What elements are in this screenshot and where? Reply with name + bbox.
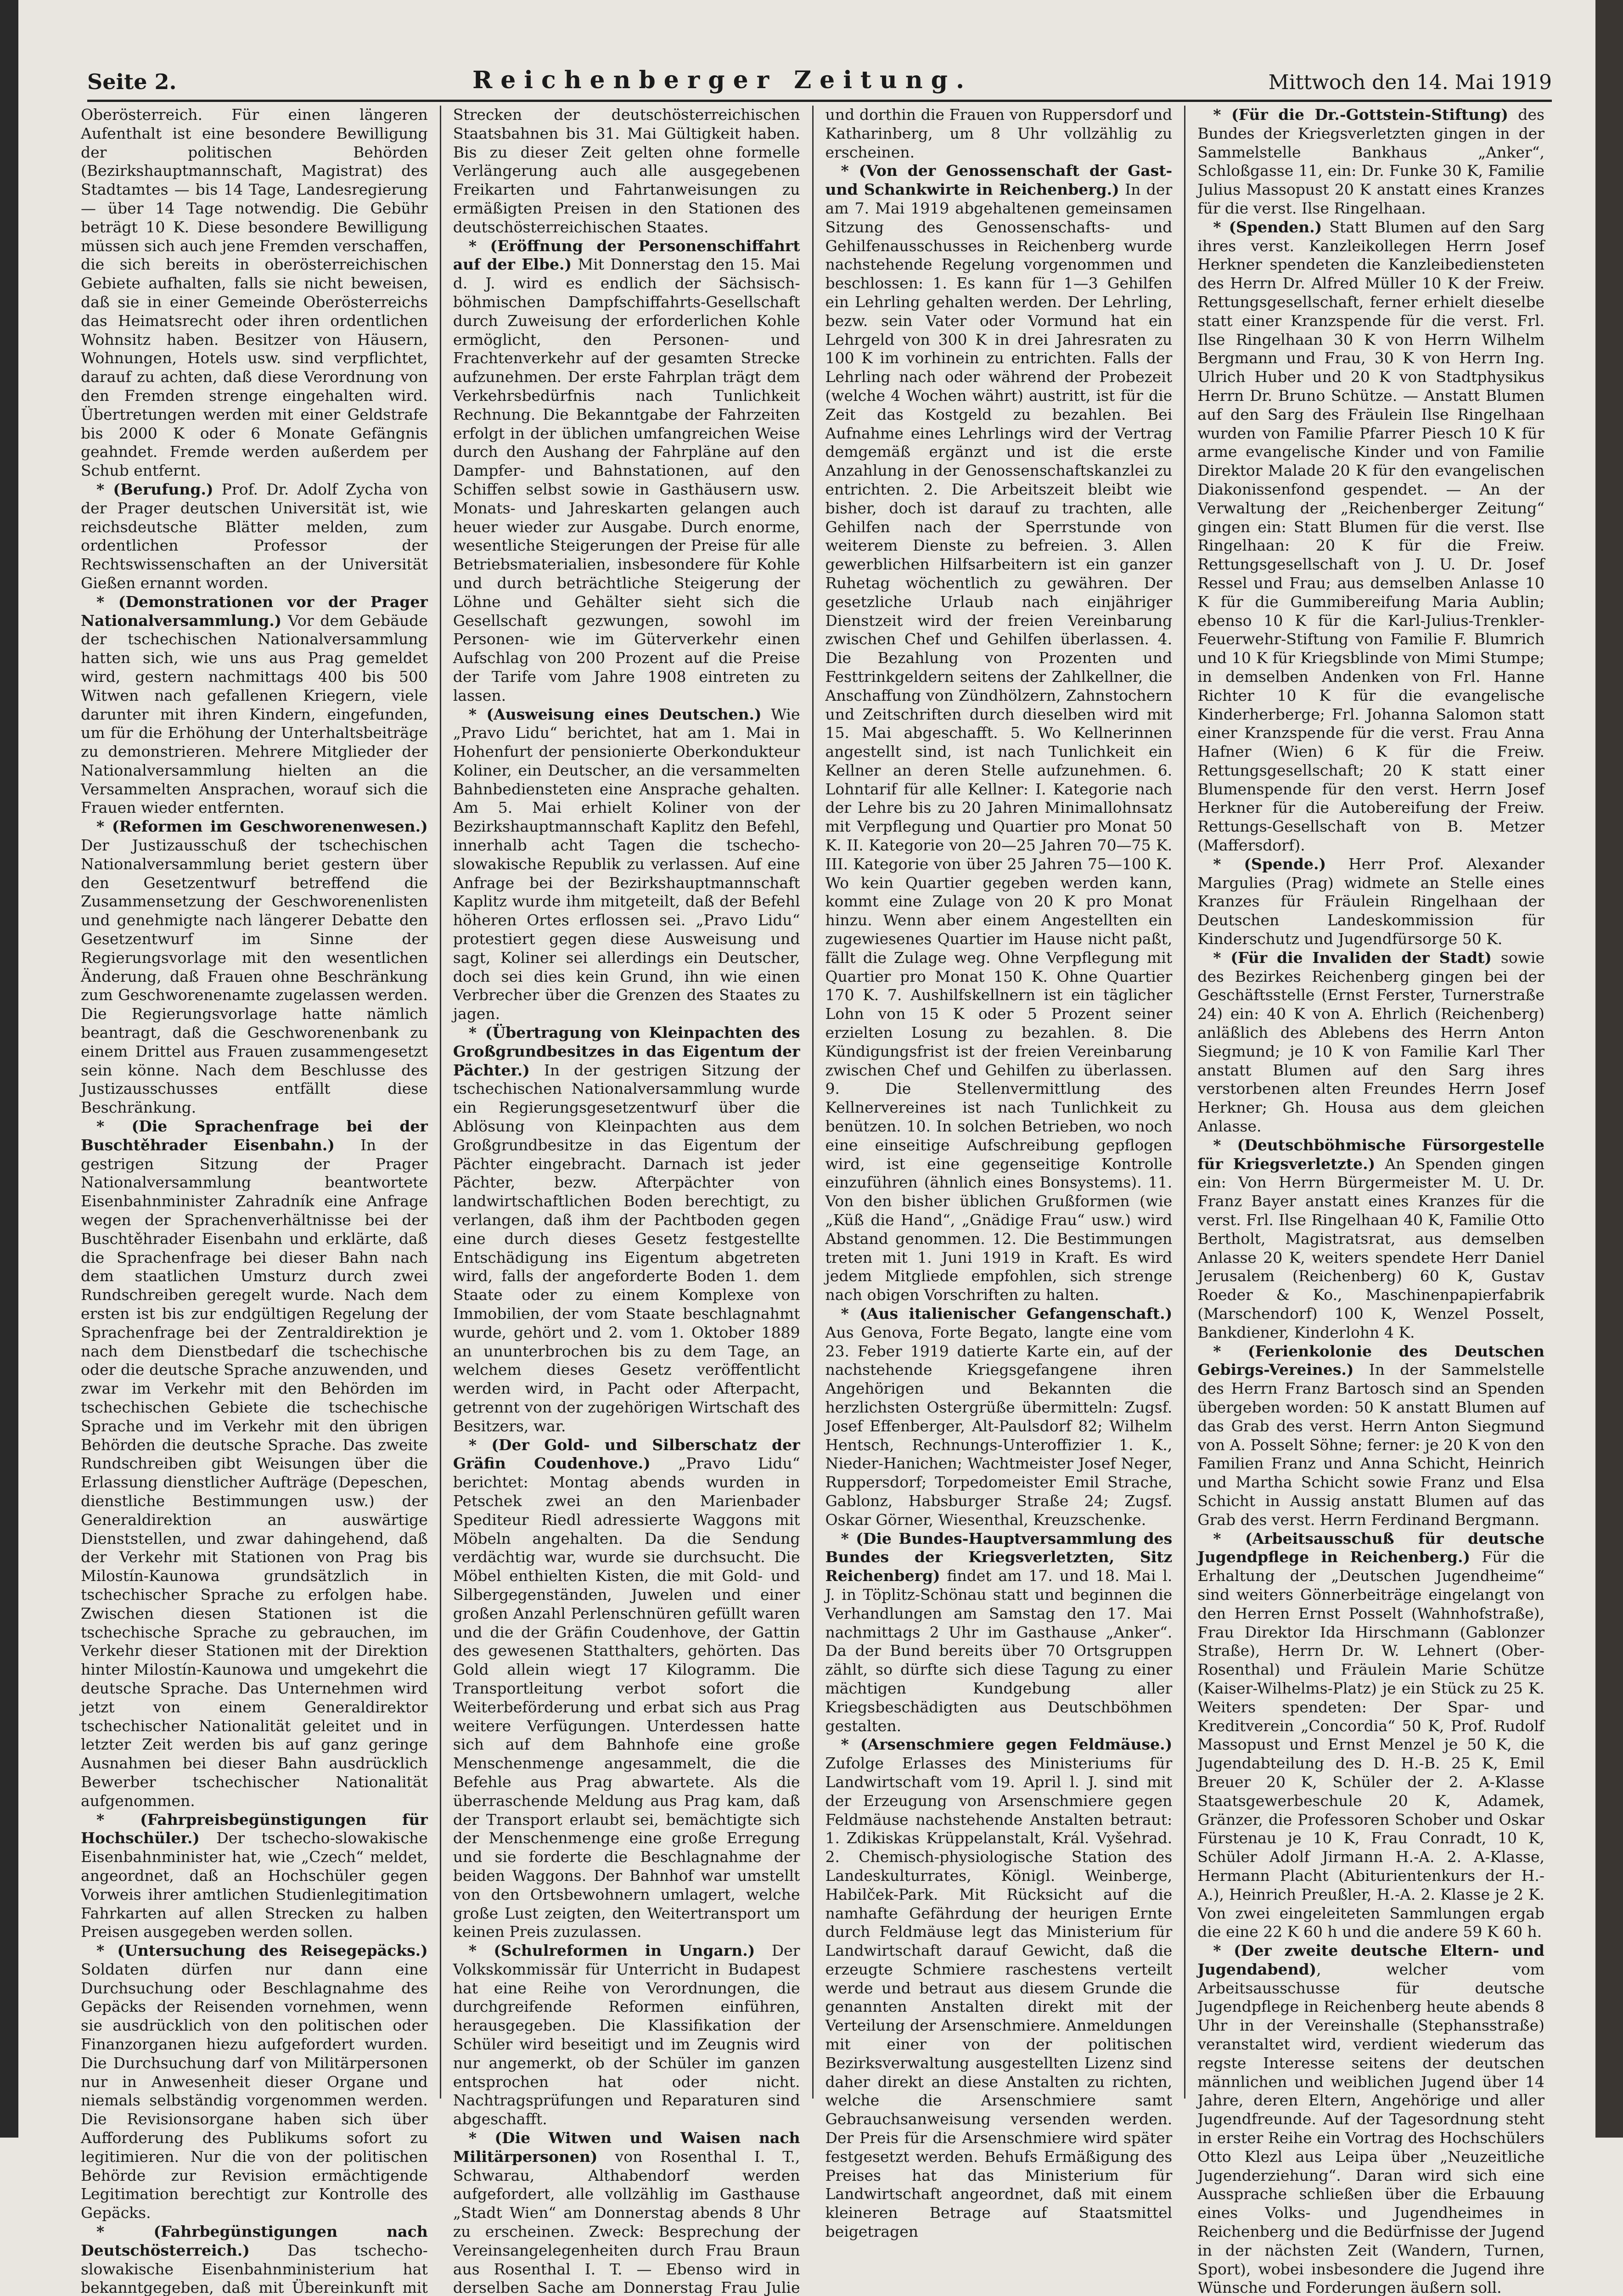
news-item-heading: * (Für die Invaliden der Stadt) [1213, 948, 1492, 967]
news-item-text: Für die Erhaltung der „Deutschen Jugendheime“ sind weiters Gönnerbeiträge eingelangt von den Herren Ernst Posselt (Wahnhofstraße), Frau Direktor Ida Hirschmann (Gablonzer Straße), Herrn Dr. W. Lehnert (Ober-Rosenthal) und Fräulein Marie Schütze (Kaiser-Wilhelms-Platz) je ein Stück zu 25 K. Weiters spendeten: Der Spar- und Kreditverein „Concordia“ 50 K, Prof. Rudolf Massopust und Ernst Menzel je 50 K, die Jugendabteilung des D. H.-B. 25 K, Emil Breuer 20 K, Schüler der 2. A-Klasse Staatsgewerbeschule 20 K, Adamek, Gränzer, die Professoren Schober und Oskar Fürstenau je 10 K, Frau Conradt, 10 K, Schüler Adolf Jirmann H.-A. 2. A-Klasse, Hermann Placht (Abiturientenkurs der H.-A.), Heinrich Preußler, H.-A. 2. Klasse je 2 K. Von zwei eingeleiteten Sammlungen ergab die eine 22 K 60 h und die andere 59 K 60 h. [1197, 1548, 1544, 1941]
news-item-heading: * (Spende.) [1213, 855, 1326, 873]
news-item-text: Das tschecho-slowakische Eisenbahnministerium hat bekanntgegeben, daß mit Übereinkunft mit [81, 2241, 428, 2296]
news-item [1197, 1530, 1544, 1942]
news-item-heading: * (Fahrbegünstigungen nach Deutschösterreich.) [81, 2223, 428, 2259]
news-item-heading: * (Berufung.) [96, 480, 213, 498]
news-item [453, 1436, 800, 1942]
news-item [81, 480, 428, 593]
news-item-text: des Bundes der Kriegsverletzten gingen in der Sammelstelle Bankhaus „Anker“, Schloßgasse 11, ein: Dr. Funke 30 K, Familie Julius Massopust 20 K anstatt eines Kranzes für die verst. Ilse Ringelhaan. [1197, 106, 1544, 217]
news-item [826, 1735, 1173, 2241]
news-item-text: Der Justizausschuß der tschechischen Nationalversammlung beriet gestern über den Gesetzentwurf betreffend die Zusammensetzung der Geschworenenlisten und genehmigte nach längerer Debatte den Gesetzentwurf im Sinne der Regierungsvorlage mit den wesentlichen Änderung, daß Frauen ohne Beschränkung zum Geschworenenamte zugelassen werden. Die Regierungsvorlage hatte nämlich beantragt, daß die Geschworenenbank zu einem Drittel aus Frauen zusammengesetzt sein könne. Nach dem Beschlusse des Justizausschusses entfällt diese Beschränkung. [81, 836, 428, 1117]
news-item-text: sowie des Bezirkes Reichenberg gingen bei der Geschäftsstelle (Ernst Ferster, Turnerstraße 24) ein: 40 K von A. Ehrlich (Reichenberg) anläßlich des Ablebens des Herrn Anton Siegmund; je 10 K von Familie Karl Ther anstatt Blumen auf den Sarg ihres verstorbenen alten Freundes Herrn Josef Herkner; Gh. Housa aus dem gleichen Anlasse. [1197, 948, 1544, 1136]
news-item-heading: * (Demonstrationen vor der Prager Nationalversammlung.) [81, 592, 428, 630]
article-columns [69, 106, 1556, 2296]
issue-date: Mittwoch den 14. Mai 1919 [1268, 71, 1552, 94]
news-item [81, 593, 428, 818]
news-item-text: In der gestrigen Sitzung der Prager Nationalversammlung beantwortete Eisenbahnminister Zahradník eine Anfrage wegen der Sprachenverhältnisse bei der Buschtěhrader Eisenbahn und erklärte, daß die Sprachenfrage bei dieser Bahn nach dem staatlichen Umsturz durch zwei Rundschreiben geregelt wurde. Nach dem ersten ist bis zur endgültigen Regelung der Sprachenfrage bei der Zentraldirektion je nach dem Dienstbedarf die tschechische oder die deutsche Sprache anzuwenden, und zwar im Verkehr mit den Behörden im tschechischen Gebiete die tschechische Sprache und im Verkehr mit den übrigen Behörden die deutsche Sprache. Das zweite Rundschreiben gibt Weisungen über die Erlassung dienstlicher Aufträge (Depeschen, dienstliche Bestimmungen usw.) der Generaldirektion an auswärtige Dienststellen, und zwar dahingehend, daß der Verkehr mit Stationen von Prag bis Milostín-Kaunowa grundsätzlich in tschechischer Sprache zu erfolgen habe. Zwischen diesen Stationen ist die tschechische Sprache zu gebrauchen, im Verkehr dieser Stationen mit der Direktion hinter Milostín-Kaunowa und umgekehrt die deutsche Sprache. Das Unternehmen wird jetzt von einem Generaldirektor tschechischer Nationalität geleitet und in letzter Zeit werden bis auf ganz geringe Ausnahmen bei dieser Bahn ausdrücklich Bewerber tschechischer Nationalität aufgenommen. [81, 1136, 428, 1810]
news-item [453, 705, 800, 1024]
news-item-heading: * (Aus italienischer Gefangenschaft.) [841, 1305, 1173, 1322]
news-item-heading: * (Ausweisung eines Deutschen.) [468, 705, 762, 723]
news-item [453, 1941, 800, 2129]
news-item [453, 2129, 800, 2296]
news-item [826, 106, 1173, 162]
page-number: Seite 2. [87, 69, 177, 94]
news-item [81, 1117, 428, 1810]
news-item [1197, 1342, 1544, 1530]
news-item-heading: * (Eröffnung der Personenschiffahrt auf der Elbe.) [453, 236, 800, 274]
news-item-heading: * (Arbeitsausschuß für deutsche Jugendpflege in Reichenberg.) [1197, 1529, 1544, 1566]
column-4 [1185, 106, 1556, 2296]
news-item-text: Zufolge Erlasses des Ministeriums für Landwirtschaft vom 19. April l. J. sind mit der Erzeugung von Arsenschmiere gegen Feldmäuse nachstehende Anstalten betraut: 1. Zdikiskas Krüppelanstalt, Král. Vyšehrad. 2. Chemisch-physiologische Station des Landeskulturrates, Königl. Weinberge, Habilček-Park. Mit Rücksicht auf die namhafte Gefährdung der heurigen Ernte durch Feldmäuse legt das Ministerium für Landwirtschaft darauf Gewicht, daß die erzeugte Schmiere raschestens verteilt werde und betraut aus diesem Grunde die genannten Anstalten direkt mit der Verteilung der Arsenschmiere. Anmeldungen mit einer von der politischen Bezirksverwaltung ausgestellten Lizenz sind daher direkt an diese Anstalten zu richten, welche die Arsenschmiere samt Gebrauchsanweisung versenden werden. Der Preis für die Arsenschmiere wird später festgesetzt werden. Behufs Ermäßigung des Preises hat das Ministerium für Landwirtschaft angeordnet, daß mit einem kleineren Betrage auf Staatsmittel beigetragen [825, 1754, 1173, 2241]
news-item-heading: * (Reformen im Geschworenenwesen.) [96, 817, 428, 836]
news-item-heading: * (Spenden.) [1213, 218, 1322, 236]
news-item [453, 1024, 800, 1436]
news-item [1197, 949, 1544, 1136]
news-item-text: Wie „Pravo Lidu“ berichtet, hat am 1. Mai in Hohenfurt der pensionierte Oberkondukteur Koliner, ein Deutscher, an die versammelten Bahnbediensteten eine Ansprache gehalten. Am 5. Mai erhielt Koliner von der Bezirkshauptmannschaft Kaplitz den Befehl, innerhalb acht Tagen die tschecho-slowakische Republik zu verlassen. Auf eine Anfrage bei der Bezirkshauptmannschaft Kaplitz wurde ihm mitgeteilt, daß der Befehl höheren Ortes erflossen sei. „Pravo Lidu“ protestiert gegen diese Ausweisung und sagt, Koliner sei allerdings ein Deutscher, doch sei dies kein Grund, ihn wie einen Verbrecher über die Grenzen des Staates zu jagen. [453, 705, 800, 1023]
scan-left-edge [0, 0, 18, 2138]
news-item-text: In der am 7. Mai 1919 abgehaltenen gemeinsamen Sitzung des Genossenschafts- und Gehilfenausschusses in Reichenberg wurde nachstehende Regelung vorgenommen und beschlossen: 1. Es kann für 1—3 Gehilfen ein Lehrling gehalten werden. Der Lehrling, bezw. sein Vater oder Vormund hat ein Lehrgeld von 300 K in drei Jahresraten zu 100 K im vorhinein zu entrichten. Falls der Lehrling nach oder während der Probezeit (welche 4 Wochen währt) austritt, ist für die Zeit das Kostgeld zu bezahlen. Bei Aufnahme eines Lehrlings wird der Vertrag demgemäß ergänzt und ist die erste Anzahlung in der Genossenschaftskanzlei zu entrichten. 2. Die Arbeitszeit bleibt wie bisher, doch ist darauf zu trachten, alle Gehilfen nach der Sperrstunde von weiterem Dienste zu befreien. 3. Allen gewerblichen Hilfsarbeitern ist ein ganzer Ruhetag wöchentlich zu gewähren. Der gesetzliche Urlaub nach einjähriger Dienstzeit wird der freien Vereinbarung zwischen Chef und Gehilfen überlassen. 4. Die Bezahlung von Prozenten und Festtrinkgeldern seitens der Zahlkellner, die Anschaffung von Zündhölzern, Zahnstochern und Zeitschriften durch dieselben wird mit 15. Mai abgeschafft. 5. Wo Kellnerinnen angestellt sind, ist nach Tunlichkeit ein Kellner an deren Stelle aufzunehmen. 6. Lohntarif für alle Kellner: I. Kategorie nach der Lehre bis zu 20 Jahren Minimallohnsatz mit Verpflegung und Quartier pro Monat 50 K. II. Kategorie von 20—25 Jahren 70—75 K. III. Kategorie von über 25 Jahren 75—100 K. Wo kein Quartier gegeben werden kann, kommt eine Zulage von 20 K pro Monat hinzu. Wenn aber einem Angestellten ein zugewiesenes Quartier im Hause nicht paßt, fällt die Zulage weg. Ohne Verpflegung mit Quartier pro Monat 150 K. Ohne Quartier 170 K. 7. Aushilfskellnern ist ein täglicher Lohn von 15 K oder 5 Prozent seiner erzielten Losung zu bezahlen. 8. Die Kündigungsfrist ist der freien Vereinbarung zwischen Chef und Gehilfen zu überlassen. 9. Die Stellenvermittlung des Kellnervereines ist nach Tunlichkeit zu benützen. 10. In solchen Betrieben, wo noch eine einseitige Aufschreibung gepflogen wird, ist eine gegenseitige Kontrolle einzuführen (ähnlich eines Bonsystems). 11. Von den bisher üblichen Grußformen (wie „Küß die Hand“, „Gnädige Frau“ usw.) wird Abstand genommen. 12. Die Bestimmungen treten mit 1. Juni 1919 in Kraft. Es wird jedem Mitgliede empfohlen, sich strenge nach obigen Vorschriften zu halten. [825, 180, 1173, 1304]
news-item-text: findet am 17. und 18. Mai l. J. in Töplitz-Schönau statt und beginnen die Verhandlungen am Samstag den 17. Mai nachmittags 2 Uhr im Gasthause „Anker“. Da der Bund bereits über 70 Ortsgruppen zählt, so dürfte sich diese Tagung zu einer mächtigen Kundgebung aller Kriegsbeschädigten aus Deutschböhmen gestalten. [825, 1567, 1173, 1735]
news-item [81, 1941, 428, 2223]
news-item [453, 237, 800, 705]
news-item-text: An Spenden gingen ein: Von Herrn Bürgermeister M. U. Dr. Franz Bayer anstatt eines Kranzes für die verst. Frl. Ilse Ringelhaan 40 K, Familie Otto Bertholt, Magistratsrat, aus demselben Anlasse 20 K, weiters spendete Herr Daniel Jerusalem (Reichenberg) 60 K, Gustav Roeder & Ko., Maschinenpapierfabrik (Marschendorf) 100 K, Wenzel Posselt, Bankdiener, Kinderlohn 4 K. [1197, 1154, 1544, 1341]
news-item-text: Soldaten dürfen nur dann eine Durchsuchung oder Beschlagnahme des Gepäcks der Reisenden vornehmen, wenn sie ausdrücklich von den politischen oder Finanzorganen hiezu aufgefordert wurden. Die Durchsuchung darf von Militärpersonen nur in Anwesenheit dieser Organe und niemals selbständig vorgenommen werden. Die Revisionsorgane haben sich über Aufforderung des Publikums sofort zu legitimieren. Nur die von der politischen Behörde zur Revision ermächtigende Legitimation berechtigt zur Kontrolle des Gepäcks. [81, 1960, 428, 2222]
column-1 [69, 106, 441, 2296]
news-item-text: Statt Blumen auf den Sarg ihres verst. Kanzleikollegen Herrn Josef Herkner spendeten die Kanzleibediensteten des Herrn Dr. Alfred Müller 10 K der Freiw. Rettungsgesellschaft, ferner erhielt dieselbe statt einer Kranzspende für die verst. Frl. Ilse Ringelhaan 30 K von Herrn Wilhelm Bergmann und Frau, 30 K von Herrn Ing. Ulrich Huber und 20 K von Stadtphysikus Herrn Dr. Bruno Schütze. — Anstatt Blumen auf den Sarg des Fräulein Ilse Ringelhaan wurden von Familie Pfarrer Piesch 10 K für arme evangelische Kinder und von Familie Direktor Malade 20 K für den evangelischen Diakonissenfond gespendet. — An der Verwaltung der „Reichenberger Zeitung“ gingen ein: Statt Blumen für die verst. Ilse Ringelhaan: 20 K für die Freiw. Rettungsgesellschaft von J. U. Dr. Josef Ressel und Frau; aus demselben Anlasse 10 K für die Gummibereifung Maria Aublin; ebenso 10 K für die Karl-Julius-Trenkler-Feuerwehr-Stiftung von Familie F. Blumrich und 10 K für Kriegsblinde von Mimi Stumpe; in demselben Andenken von Frl. Hanne Richter 10 K für die evangelische Kinderherberge; Frl. Johanna Salomon statt einer Kranzspende für die verst. Frau Anna Hafner (Wien) 6 K für die Freiw. Rettungsgesellschaft; 20 K statt einer Blumenspende für den verst. Herrn Josef Herkner für die Autobereifung der Freiw. Rettungs-Gesellschaft von B. Metzer (Maffersdorf). [1197, 218, 1544, 855]
news-item-heading: * (Für die Dr.-Gottstein-Stiftung) [1213, 106, 1508, 124]
news-item-heading: * (Fahrpreisbegünstigungen für Hochschüler.) [81, 1810, 428, 1847]
news-item-heading: * (Übertragung von Kleinpachten des Großgrundbesitzes in das Eigentum der Pächter.) [453, 1024, 800, 1079]
news-item [81, 1811, 428, 1942]
news-item [826, 1305, 1173, 1530]
news-item-heading: * (Schulreformen in Ungarn.) [468, 1941, 755, 1960]
news-item-heading: * (Ferienkolonie des Deutschen Gebirgs-Vereines.) [1197, 1342, 1544, 1379]
news-item-text: Strecken der deutschösterreichischen Staatsbahnen bis 31. Mai Gültigkeit haben. Bis zu dieser Zeit gelten ohne formelle Verlängerung auch alle ausgegebenen Freikarten und Fahrtanweisungen zu ermäßigten Preisen in den Stationen des deutschösterreichischen Staates. [453, 106, 800, 236]
news-item-text: Oberösterreich. Für einen längeren Aufenthalt ist eine besondere Bewilligung der politischen Behörden (Bezirkshauptmannschaft, Magistrat) des Stadtamtes — bis 14 Tage, Landesregierung — über 14 Tage notwendig. Die Gebühr beträgt 10 K. Diese besondere Bewilligung müssen sich auch jene Fremden verschaffen, die sich bereits in oberösterreichischen Gebiete aufhalten, falls sie nicht beweisen, daß sie in einer Gemeinde Oberösterreichs das Heimatsrecht oder ihren ordentlichen Wohnsitz haben. Besitzer von Häusern, Wohnungen, Hotels usw. sind verpflichtet, darauf zu achten, daß diese Verordnung von den Fremden strenge eingehalten wird. Übertretungen werden mit einer Geldstrafe bis 2000 K oder 6 Monate Gefängnis geahndet. Fremde werden außerdem per Schub entfernt. [81, 106, 428, 480]
news-item-heading: * (Die Bundes-Hauptversammlung des Bundes der Kriegsverletzten, Sitz Reichenberg) [825, 1529, 1173, 1585]
news-item-text: „Pravo Lidu“ berichtet: Montag abends wurden in Petschek zwei an den Marienbader Spediteur Riedl adressierte Waggons mit Möbeln angehalten. Da die Sendung verdächtig war, wurde sie durchsucht. Die Möbel enthielten Kisten, die mit Gold- und Silbergegenständen, Juwelen und einer großen Anzahl Perlenschnüren gefüllt waren und die der Gräfin Coudenhove, der Gattin des gewesenen Statthalters, gehörten. Das Gold allein wiegt 17 Kilogramm. Die Transportleitung verbot sofort die Weiterbeförderung und erbat sich aus Prag weitere Verfügungen. Unterdessen hatte sich auf dem Bahnhofe eine große Menschenmenge angesammelt, die die Befehle aus Prag abwartete. Als die überraschende Meldung aus Prag kam, daß der Transport erlaubt sei, bemächtigte sich der Menschenmenge eine große Erregung und sie forderte die Beschlagnahme der beiden Waggons. Der Bahnhof war umstellt von den Ortsbewohnern umlagert, welche große Lust zeigten, den Weitertransport um keinen Preis zuzulassen. [453, 1454, 800, 1941]
news-item-text: und dorthin die Frauen von Ruppersdorf und Katharinberg, um 8 Uhr vollzählig zu erscheinen. [825, 106, 1173, 161]
column-3 [814, 106, 1186, 2241]
news-item-text: Vor dem Gebäude der tschechischen Nationalversammlung hatten sich, wie uns aus Prag gemeldet wird, gestern nachmittags 400 bis 500 Witwen nach gefallenen Kriegern, viele darunter mit ihren Kindern, eingefunden, um für die Erhöhung der Unterhaltsbeiträge zu demonstrieren. Mehrere Mitglieder der Nationalversammlung hielten an die Versammelten Ansprachen, worauf sich die Frauen wieder entfernten. [81, 611, 428, 817]
news-item [1197, 1136, 1544, 1342]
news-item [1197, 1941, 1544, 2296]
news-item [826, 1530, 1173, 1736]
news-item [1197, 218, 1544, 855]
news-item [826, 162, 1173, 1305]
news-item-heading: * (Von der Genossenschaft der Gast- und Schankwirte in Reichenberg.) [825, 162, 1173, 199]
news-item-text: In der gestrigen Sitzung der tschechischen Nationalversammlung wurde ein Regierungsgesetzentwurf über die Ablösung von Kleinpachten aus dem Großgrundbesitze in das Eigentum der Pächter eingebracht. Darnach ist jeder Pächter, bezw. Afterpächter von landwirtschaftlichen Boden berechtigt, zu verlangen, daß ihm der Pachtboden gegen eine durch dieses Gesetz festgestellte Entschädigung ins Eigentum abgetreten wird, falls der angeforderte Boden 1. dem Staate oder zu einem Komplexe von Immobilien, der vom Staate beschlagnahmt wurde, gehört und 2. vom 1. Oktober 1889 an ununterbrochen bis zu dem Tage, an welchem dieses Gesetz veröffentlicht werden wird, in Pacht oder Afterpacht, getrennt von der zugehörigen Wirtschaft des Besitzers, war. [453, 1061, 800, 1435]
news-item-text: Der Volkskommissär für Unterricht in Budapest hat eine Reihe von Verordnungen, die durchgreifende Reformen einführen, herausgegeben. Die Klassifikation der Schüler wird beseitigt und im Zeugnis wird nur angemerkt, ob der Schüler im ganzen entsprochen hat oder nicht. Nachtragsprüfungen und Reparaturen sind abgeschafft. [453, 1941, 800, 2128]
news-item-heading: * (Arsenschmiere gegen Feldmäuse.) [841, 1735, 1173, 1754]
news-item [81, 817, 428, 1117]
news-item-text: von Rosenthal I. T., Schwarau, Althabendorf werden aufgefordert, alle vollzählig im Gasthause „Stadt Wien“ am Donnerstag abends 8 Uhr zu erscheinen. Zweck: Besprechung der Vereinsangelegenheiten durch Frau Braun aus Rosenthal I. T. — Ebenso wird in derselben Sache am Donnerstag Frau Julie [453, 2147, 800, 2296]
paper-title: Reichenberger Zeitung. [472, 66, 973, 94]
news-item-text: Der tschecho-slowakische Eisenbahnminister hat, wie „Czech“ meldet, angeordnet, daß an Hochschüler gegen Vorweis ihrer amtlichen Studienlegitimation Fahrkarten auf allen Strecken zu halben Preisen ausgegeben werden sollen. [81, 1829, 428, 1941]
news-item-heading: * (Die Witwen und Waisen nach Militärpersonen) [453, 2129, 800, 2166]
news-item [81, 2223, 428, 2296]
news-item-text: In der Sammelstelle des Herrn Franz Bartosch sind an Spenden übergeben worden: 50 K anstatt Blumen auf das Grab des verst. Herrn Anton Siegmund von A. Posselt Söhne; ferner: je 20 K von den Familien Franz und Anna Schicht, Heinrich und Martha Schicht sowie Franz und Elsa Schicht in Aussig anstatt Blumen auf das Grab des verst. Herrn Ferdinand Bergmann. [1197, 1361, 1544, 1529]
news-item-heading: * (Untersuchung des Reisegepäcks.) [96, 1941, 428, 1960]
news-item-heading: * (Die Sprachenfrage bei der Buschtěhrader Eisenbahn.) [81, 1117, 428, 1154]
news-item [81, 106, 428, 480]
news-item-text: Mit Donnerstag den 15. Mai d. J. wird es endlich der Sächsisch-böhmischen Dampfschiffahrts-Gesellschaft durch Zuweisung der erforderlichen Kohle ermöglicht, den Personen- und Frachtenverkehr auf der gesamten Strecke aufzunehmen. Der erste Fahrplan trägt dem Verkehrsbedürfnis nach Tunlichkeit Rechnung. Die Bekanntgabe der Fahrzeiten erfolgt in der üblichen umfangreichen Weise durch den Aushang der Fahrpläne auf den Dampfer- und Bahnstationen, auf den Schiffen selbst sowie in Gasthäusern usw. Monats- und Jahreskarten gelangen auch heuer wieder zur Ausgabe. Durch enorme, wesentliche Steigerungen der Preise für alle Betriebsmaterialien, insbesondere für Kohle und durch beträchtliche Steigerung der Löhne und Gehälter sieht sich die Gesellschaft gezwungen, sowohl im Personen- wie im Güterverkehr einen Aufschlag von 200 Prozent auf die Preise der Tarife vom Jahre 1908 eintreten zu lassen. [453, 255, 800, 704]
newspaper-header [87, 62, 1552, 102]
news-item-text: Aus Genova, Forte Begato, langte eine vom 23. Feber 1919 datierte Karte ein, auf der nachstehende Kriegsgefangene ihren Angehörigen und Bekannten die herzlichsten Ostergrüße übermitteln: Zugsf. Josef Effenberger, Alt-Paulsdorf 82; Wilhelm Hentsch, Rechnungs-Unteroffizier 1. K., Nieder-Hanichen; Wachtmeister Josef Neger, Ruppersdorf; Torpedomeister Emil Strache, Gablonz, Habsburger Straße 24; Zugsf. Oskar Görner, Wiesenthal, Kreuzschenke. [825, 1323, 1173, 1529]
column-2 [441, 106, 814, 2296]
news-item-text: , welcher vom Arbeitsausschusse für deutsche Jugendpflege in Reichenberg heute abends 8 Uhr in der Vereinshalle (Stephansstraße) veranstaltet wird, verdient wiederum das regste Interesse seitens der deutschen männlichen und weiblichen Jugend über 14 Jahre, deren Eltern, Angehörige und aller Jugendfreunde. Auf der Tagesordnung steht in erster Reihe ein Vortrag des Hochschülers Otto Klezl aus Leipa über „Neuzeitliche Jugenderziehung“. Daran wird sich eine Aussprache schließen über die Erbauung eines Volks- und Jugendheimes in Reichenberg und die Bedürfnisse der Jugend in der nächsten Zeit (Wandern, Turnen, Sport), wobei insbesondere die Jugend ihre Wünsche und Forderungen äußern soll. [1197, 1960, 1544, 2296]
news-item [1197, 106, 1544, 218]
news-item-heading: * (Der zweite deutsche Eltern- und Jugendabend) [1197, 1941, 1544, 1978]
news-item-heading: * (Deutschböhmische Fürsorgestelle für Kriegsverletzte.) [1197, 1136, 1544, 1173]
news-item-text: Prof. Dr. Adolf Zycha von der Prager deutschen Universität ist, wie reichsdeutsche Blätter melden, zum ordentlichen Professor der Rechtswissenschaften an der Universität Gießen ernannt worden. [81, 480, 428, 592]
news-item-text: Herr Prof. Alexander Margulies (Prag) widmete an Stelle eines Kranzes für Fräulein Ringelhaan der Deutschen Landeskommission für Kinderschutz und Jugendfürsorge 50 K. [1197, 855, 1544, 948]
news-item-heading: * (Der Gold- und Silberschatz der Gräfin Coudenhove.) [453, 1435, 800, 1473]
news-item [453, 106, 800, 237]
scan-right-edge [1595, 0, 1623, 2138]
news-item [1197, 855, 1544, 949]
